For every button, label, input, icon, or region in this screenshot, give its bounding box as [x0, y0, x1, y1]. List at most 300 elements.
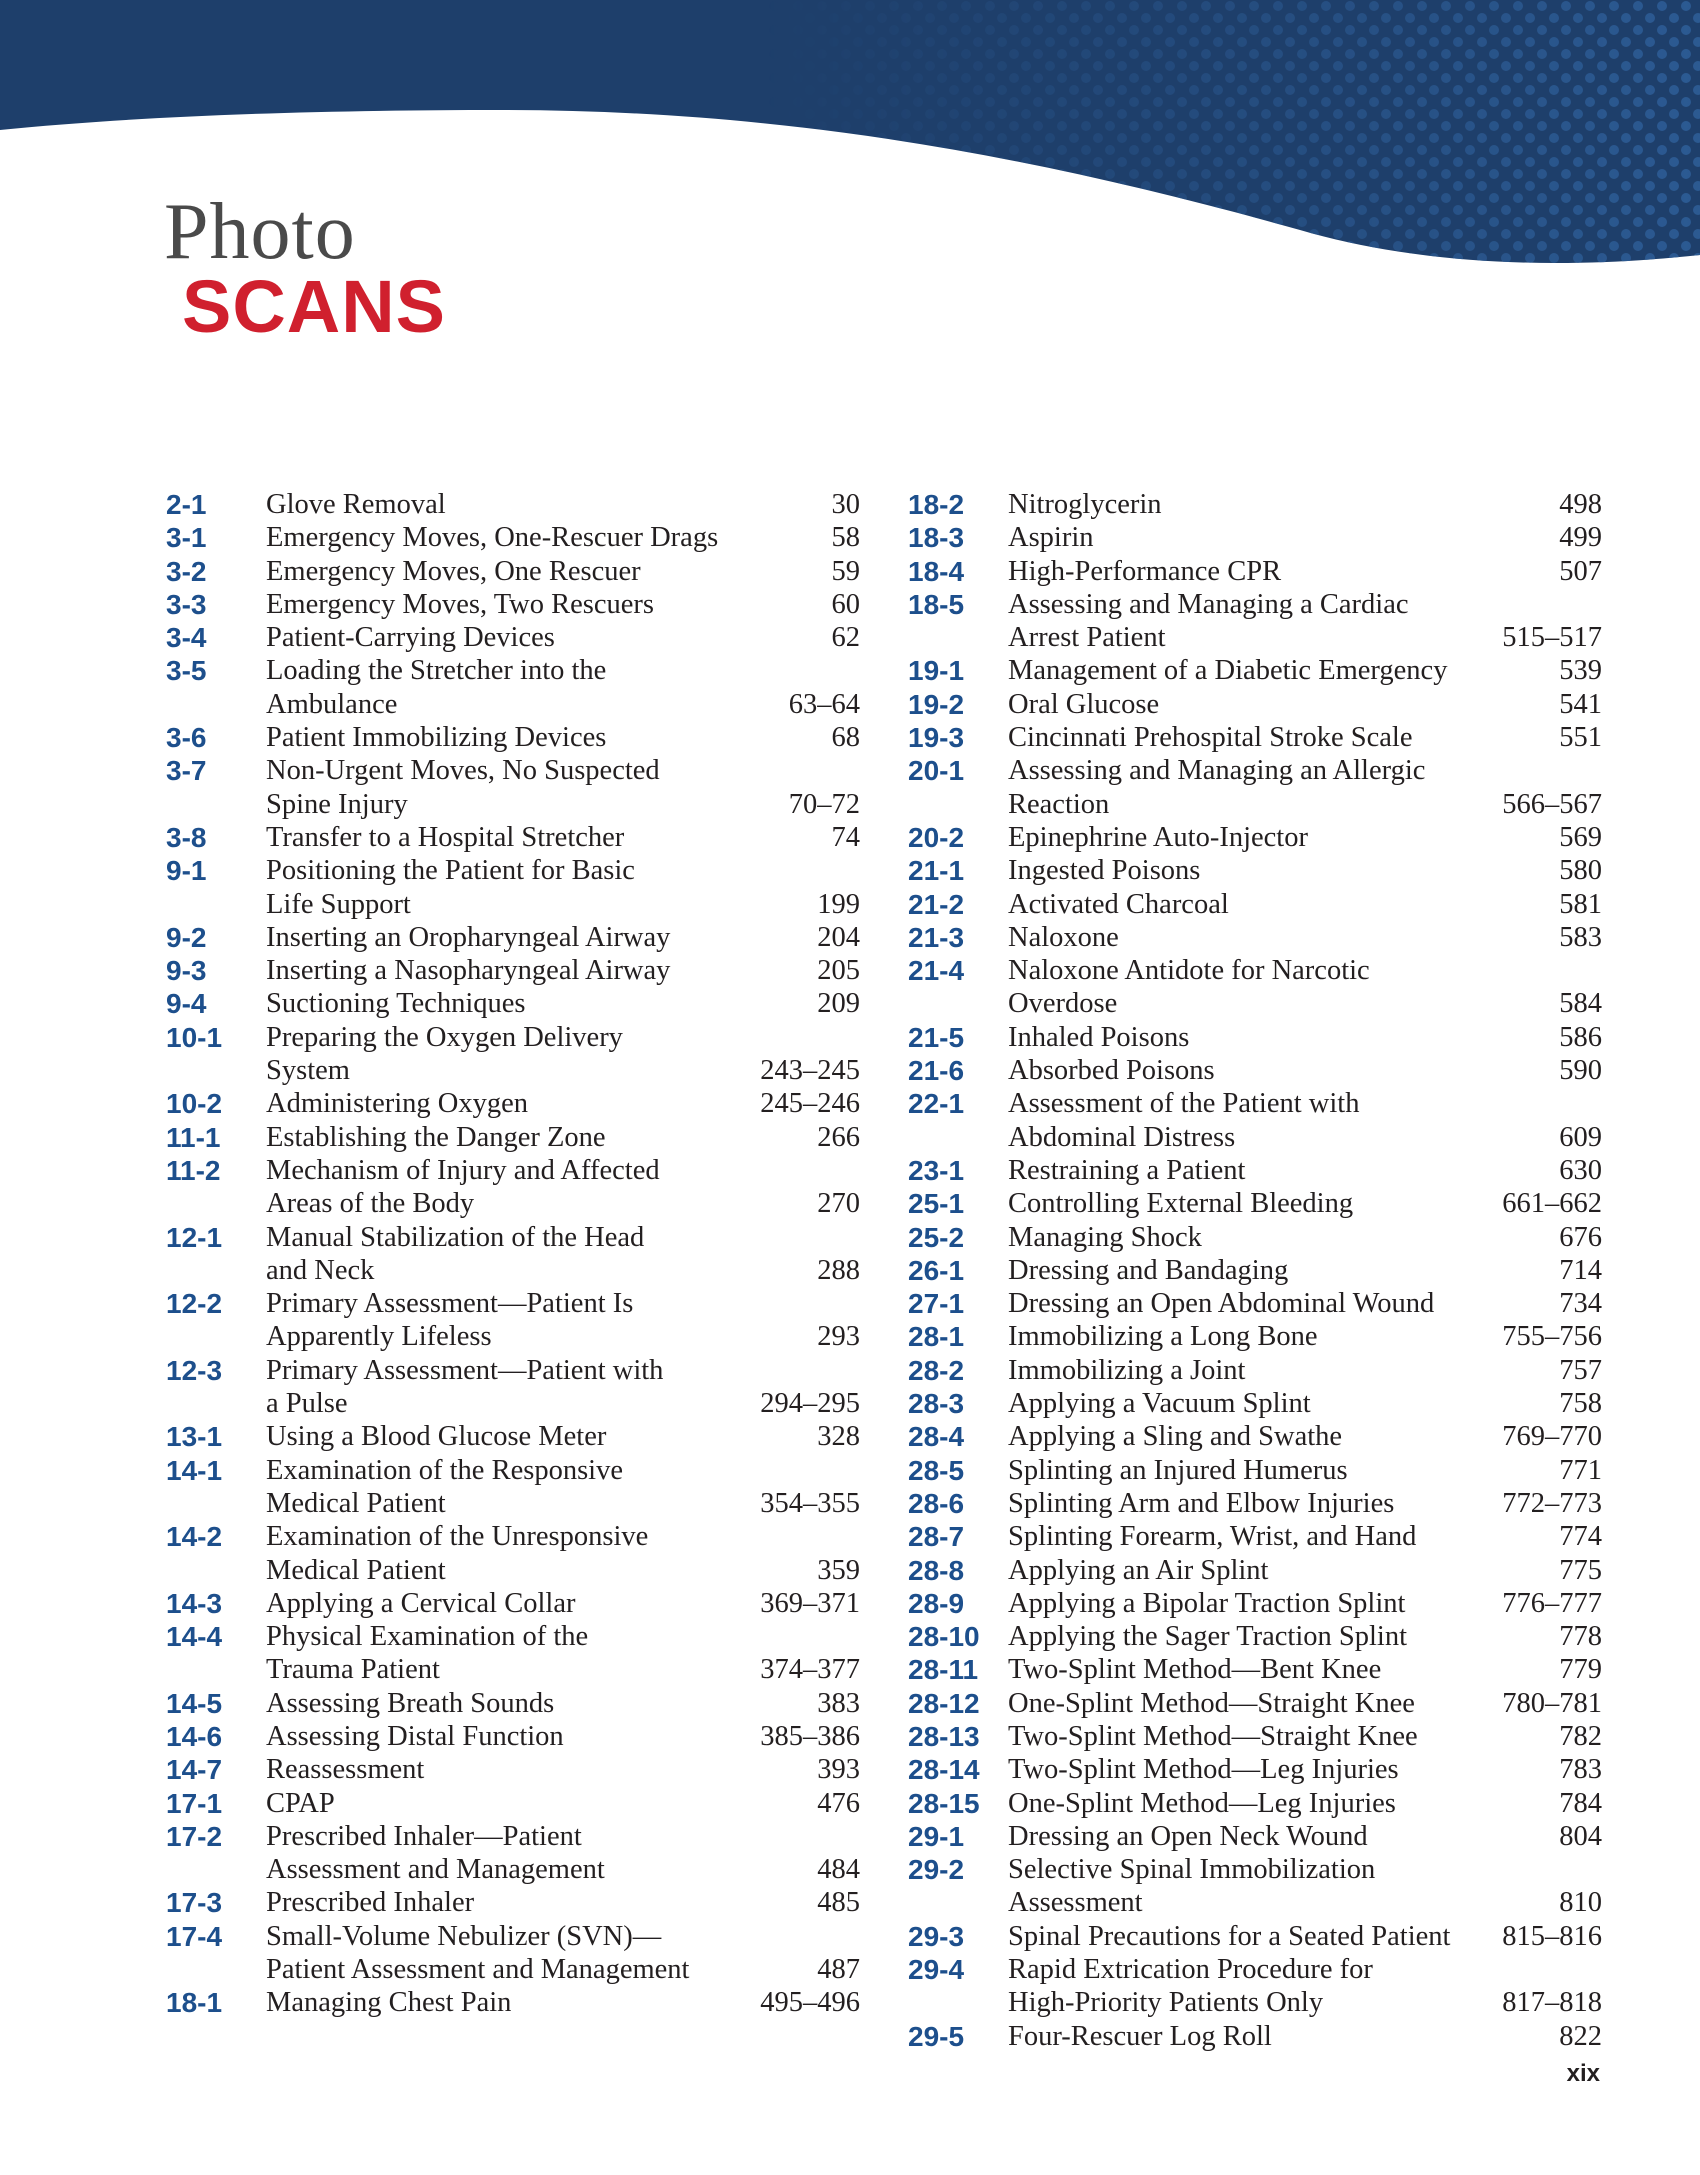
scan-pages: 369–371: [760, 1587, 860, 1619]
heading-scans: SCANS: [182, 265, 447, 348]
scan-number: 28-8: [908, 1554, 965, 1586]
scan-pages: 661–662: [1502, 1188, 1602, 1220]
scan-title: [266, 654, 730, 721]
scan-pages: 70–72: [788, 788, 860, 820]
scan-title: [1008, 1587, 1472, 1620]
scan-title-line: Two-Splint Method—Straight Knee: [1008, 1720, 1418, 1752]
scan-title-line: Patient Assessment and Management: [266, 1954, 690, 1986]
scan-number: 20-1: [908, 755, 965, 787]
scan-number: 21-6: [908, 1055, 965, 1087]
scan-number: 14-1: [166, 1454, 223, 1486]
scan-pages: 245–246: [760, 1088, 860, 1120]
scan-entry: [908, 2020, 1602, 2053]
scan-title-line: Splinting Forearm, Wrist, and Hand: [1008, 1521, 1417, 1553]
scan-title: [1008, 1454, 1472, 1487]
scan-title-line: Mechanism of Injury and Affected: [266, 1154, 660, 1186]
scan-title-line: Two-Splint Method—Leg Injuries: [1008, 1754, 1399, 1786]
scan-title-line: Inhaled Poisons: [1008, 1021, 1190, 1053]
scan-title-line: Patient-Carrying Devices: [266, 622, 555, 654]
scan-pages: 393: [817, 1754, 860, 1786]
scan-title-line: Controlling External Bleeding: [1008, 1188, 1354, 1220]
scan-title: [1008, 1354, 1472, 1387]
scan-pages: 476: [817, 1787, 860, 1819]
scan-title: [1008, 555, 1472, 588]
scan-title: [266, 1021, 730, 1088]
scan-entry: [908, 1387, 1602, 1420]
scan-title-line: Managing Chest Pain: [266, 1987, 512, 2019]
scan-title: [266, 721, 730, 754]
scan-title: [266, 821, 730, 854]
scan-entry: [908, 888, 1602, 921]
scan-number: 29-1: [908, 1820, 965, 1852]
scan-entry: [908, 1753, 1602, 1786]
scan-pages: 758: [1559, 1388, 1602, 1420]
scan-title-line: Establishing the Danger Zone: [266, 1121, 606, 1153]
scan-title: [266, 1687, 730, 1720]
scan-title-line: Arrest Patient: [1008, 622, 1166, 654]
scan-pages: 757: [1559, 1354, 1602, 1386]
scan-number: 28-14: [908, 1754, 980, 1786]
scan-pages: 551: [1559, 722, 1602, 754]
scan-pages: 359: [817, 1554, 860, 1586]
scan-pages: 270: [817, 1188, 860, 1220]
scan-pages: 499: [1559, 522, 1602, 554]
scan-title: [266, 1221, 730, 1288]
scan-entry: [908, 1953, 1602, 2020]
scan-number: 21-3: [908, 921, 965, 953]
scan-number: 18-2: [908, 489, 965, 520]
scan-title-line: Patient Immobilizing Devices: [266, 722, 607, 754]
scan-title: [266, 1820, 730, 1887]
scan-title: [1008, 1620, 1472, 1653]
scan-title-line: Areas of the Body: [266, 1188, 475, 1220]
scan-pages: 199: [817, 888, 860, 920]
page-heading: [164, 188, 447, 348]
scan-entry: [166, 654, 860, 721]
scan-pages: 804: [1559, 1820, 1602, 1852]
scan-number: 9-3: [166, 955, 207, 987]
scan-title-line: Ambulance: [266, 688, 398, 720]
scan-number: 3-8: [166, 821, 207, 853]
scan-title-line: Dressing and Bandaging: [1008, 1254, 1289, 1286]
scan-pages: 63–64: [788, 688, 860, 720]
scan-pages: 817–818: [1502, 1987, 1602, 2019]
scan-title: [1008, 488, 1472, 521]
scan-title: [1008, 688, 1472, 721]
scan-entry: [166, 1420, 860, 1453]
scan-title-line: High-Priority Patients Only: [1008, 1987, 1324, 2019]
scan-pages: 60: [831, 588, 860, 620]
scan-title-line: Assessing Distal Function: [266, 1720, 564, 1752]
scan-entry: [166, 1287, 860, 1354]
scan-number: 28-6: [908, 1487, 965, 1519]
scan-number: 9-4: [166, 988, 207, 1020]
scan-number: 18-5: [908, 588, 965, 620]
scan-pages: 288: [817, 1254, 860, 1286]
scan-title-line: One-Splint Method—Leg Injuries: [1008, 1787, 1396, 1819]
scan-number: 3-5: [166, 655, 207, 687]
scan-pages: 495–496: [760, 1987, 860, 2019]
scan-title-line: Dressing an Open Neck Wound: [1008, 1820, 1368, 1852]
scan-number: 13-1: [166, 1421, 223, 1453]
scan-title: [266, 1087, 730, 1120]
scan-entry: [908, 1787, 1602, 1820]
scan-entry: [166, 1620, 860, 1687]
scan-number: 18-4: [908, 555, 965, 587]
scan-title-line: Assessment of the Patient with: [1008, 1088, 1360, 1120]
scan-number: 17-1: [166, 1787, 223, 1819]
scan-number: 14-6: [166, 1720, 223, 1752]
scan-pages: 354–355: [760, 1487, 860, 1519]
scan-entry: [166, 1720, 860, 1753]
scan-entry: [908, 654, 1602, 687]
scan-number: 14-2: [166, 1521, 223, 1553]
scan-entry: [908, 1920, 1602, 1953]
scan-title-line: Rapid Extrication Procedure for: [1008, 1954, 1373, 1986]
scan-title: [266, 1354, 730, 1421]
scan-number: 14-3: [166, 1587, 223, 1619]
scan-title: [1008, 1021, 1472, 1054]
scan-title-line: Trauma Patient: [266, 1654, 440, 1686]
scan-pages: 515–517: [1502, 622, 1602, 654]
scan-entry: [166, 1154, 860, 1221]
scan-pages: 783: [1559, 1754, 1602, 1786]
scan-title: [1008, 1221, 1472, 1254]
scan-entry: [908, 1820, 1602, 1853]
scan-pages: 774: [1559, 1521, 1602, 1553]
scan-number: 2-1: [166, 489, 207, 520]
scan-pages: 676: [1559, 1221, 1602, 1253]
scan-entry: [908, 1653, 1602, 1686]
scan-title: [266, 521, 730, 554]
scan-entry: [908, 1087, 1602, 1154]
scan-title-line: Dressing an Open Abdominal Wound: [1008, 1288, 1435, 1320]
scan-title-line: Two-Splint Method—Bent Knee: [1008, 1654, 1382, 1686]
scan-number: 12-3: [166, 1354, 223, 1386]
scan-title-line: Glove Removal: [266, 489, 446, 520]
scan-number: 17-3: [166, 1887, 223, 1919]
scan-title-line: Assessing and Managing a Cardiac: [1008, 588, 1409, 620]
scan-title-line: Applying an Air Splint: [1008, 1554, 1269, 1586]
scan-title-line: Life Support: [266, 888, 411, 920]
scan-pages: 714: [1559, 1254, 1602, 1286]
scan-number: 20-2: [908, 821, 965, 853]
scan-title-line: Emergency Moves, Two Rescuers: [266, 588, 654, 620]
scan-entry: [908, 921, 1602, 954]
scan-title: [266, 1121, 730, 1154]
scan-title-line: Suctioning Techniques: [266, 988, 526, 1020]
scan-title: [1008, 1287, 1472, 1320]
scan-title: [1008, 2020, 1472, 2053]
scan-entry: [908, 854, 1602, 887]
scan-title: [1008, 1420, 1472, 1453]
scan-number: 9-2: [166, 921, 207, 953]
scan-number: 14-4: [166, 1621, 223, 1653]
scan-title-line: Management of a Diabetic Emergency: [1008, 655, 1448, 687]
scan-title-line: Inserting a Nasopharyngeal Airway: [266, 955, 671, 987]
scan-title: [1008, 1953, 1472, 2020]
scan-pages: 485: [817, 1887, 860, 1919]
scan-title: [1008, 921, 1472, 954]
scan-title: [1008, 588, 1472, 655]
scan-pages: 630: [1559, 1154, 1602, 1186]
scan-title-line: CPAP: [266, 1787, 335, 1819]
scan-entry: [166, 555, 860, 588]
scan-entry: [166, 854, 860, 921]
scan-pages: 822: [1559, 2020, 1602, 2052]
scan-title-line: High-Performance CPR: [1008, 555, 1282, 587]
scan-number: 28-9: [908, 1587, 965, 1619]
scan-pages: 209: [817, 988, 860, 1020]
scan-number: 21-5: [908, 1021, 965, 1053]
scan-entry: [166, 1087, 860, 1120]
scan-number: 25-2: [908, 1221, 965, 1253]
scan-number: 3-7: [166, 755, 207, 787]
scan-title-line: a Pulse: [266, 1388, 348, 1420]
scan-title: [1008, 1520, 1472, 1553]
scan-title-line: Medical Patient: [266, 1554, 446, 1586]
scan-number: 9-1: [166, 855, 207, 887]
scan-pages: 566–567: [1502, 788, 1602, 820]
scan-number: 12-2: [166, 1288, 223, 1320]
scan-title-line: Abdominal Distress: [1008, 1121, 1236, 1153]
scan-pages: 205: [817, 955, 860, 987]
scan-entry: [166, 821, 860, 854]
scan-title-line: Prescribed Inhaler: [266, 1887, 475, 1919]
scan-entry: [908, 1487, 1602, 1520]
scan-entry: [908, 688, 1602, 721]
scan-entry: [908, 555, 1602, 588]
scan-entry: [908, 1221, 1602, 1254]
scan-title-line: Inserting an Oropharyngeal Airway: [266, 921, 671, 953]
scan-pages: 775: [1559, 1554, 1602, 1586]
scan-number: 10-1: [166, 1021, 223, 1053]
scan-pages: 586: [1559, 1021, 1602, 1053]
scan-title: [266, 854, 730, 921]
scan-title: [266, 754, 730, 821]
scan-list-left: [166, 488, 860, 2020]
scan-title: [1008, 754, 1472, 821]
scan-title-line: Emergency Moves, One Rescuer: [266, 555, 641, 587]
scan-title-line: Primary Assessment—Patient Is: [266, 1288, 634, 1320]
scan-pages: 769–770: [1502, 1421, 1602, 1453]
scan-title-line: Nitroglycerin: [1008, 489, 1162, 520]
scan-pages: 734: [1559, 1288, 1602, 1320]
scan-entry: [166, 721, 860, 754]
page-number: xix: [1566, 2060, 1600, 2087]
scan-number: 21-1: [908, 855, 965, 887]
scan-title-line: Apparently Lifeless: [266, 1321, 492, 1353]
scan-entry: [166, 1520, 860, 1587]
scan-title: [1008, 1653, 1472, 1686]
scan-title-line: Immobilizing a Long Bone: [1008, 1321, 1318, 1353]
scan-number: 11-1: [166, 1121, 221, 1153]
scan-number: 28-11: [908, 1654, 979, 1686]
scan-title-line: Selective Spinal Immobilization: [1008, 1854, 1376, 1886]
scan-title-line: Reassessment: [266, 1754, 425, 1786]
scan-entry: [908, 1320, 1602, 1353]
scan-entry: [908, 1720, 1602, 1753]
scan-entry: [908, 1187, 1602, 1220]
scan-number: 28-7: [908, 1521, 965, 1553]
scan-entry: [166, 1920, 860, 1987]
scan-pages: 243–245: [760, 1055, 860, 1087]
scan-number: 18-3: [908, 522, 965, 554]
scan-entry: [908, 1154, 1602, 1187]
scan-title-line: Assessing Breath Sounds: [266, 1687, 555, 1719]
scan-pages: 293: [817, 1321, 860, 1353]
scan-title: [1008, 854, 1472, 887]
scan-title-line: Assessing and Managing an Allergic: [1008, 755, 1426, 787]
scan-pages: 498: [1559, 489, 1602, 520]
scan-title-line: Emergency Moves, One-Rescuer Drags: [266, 522, 719, 554]
scan-pages: 609: [1559, 1121, 1602, 1153]
scan-pages: 266: [817, 1121, 860, 1153]
scan-title-line: Applying a Cervical Collar: [266, 1587, 576, 1619]
scan-title-line: Applying a Bipolar Traction Splint: [1008, 1587, 1406, 1619]
scan-number: 21-2: [908, 888, 965, 920]
scan-entry: [166, 987, 860, 1020]
scan-pages: 569: [1559, 821, 1602, 853]
scan-title-line: Non-Urgent Moves, No Suspected: [266, 755, 660, 787]
scan-title: [1008, 1554, 1472, 1587]
scan-pages: 778: [1559, 1621, 1602, 1653]
scan-title: [266, 1420, 730, 1453]
scan-number: 14-5: [166, 1687, 223, 1719]
scan-title-line: Restraining a Patient: [1008, 1154, 1246, 1186]
scan-title: [1008, 1753, 1472, 1786]
scan-title-line: Examination of the Unresponsive: [266, 1521, 649, 1553]
scan-pages: 815–816: [1502, 1920, 1602, 1952]
scan-title-line: Examination of the Responsive: [266, 1454, 623, 1486]
scan-title-line: Splinting an Injured Humerus: [1008, 1454, 1348, 1486]
scan-pages: 484: [817, 1854, 860, 1886]
scan-entry: [908, 754, 1602, 821]
scan-title: [1008, 721, 1472, 754]
scan-title-line: Assessment: [1008, 1887, 1143, 1919]
scan-title-line: Transfer to a Hospital Stretcher: [266, 821, 625, 853]
scan-pages: 772–773: [1502, 1487, 1602, 1519]
scan-title: [266, 621, 730, 654]
scan-number: 19-1: [908, 655, 965, 687]
scan-title-line: Aspirin: [1008, 522, 1094, 554]
scan-number: 12-1: [166, 1221, 223, 1253]
scan-title-line: Naloxone Antidote for Narcotic Overdose: [1008, 955, 1370, 1020]
scan-pages: 507: [1559, 555, 1602, 587]
scan-number: 17-2: [166, 1820, 223, 1852]
scan-number: 29-3: [908, 1920, 965, 1952]
scan-title-line: Reaction: [1008, 788, 1110, 820]
scan-title: [266, 1787, 730, 1820]
scan-title-line: Administering Oxygen: [266, 1088, 529, 1120]
scan-entry: [908, 1254, 1602, 1287]
scan-entry: [166, 1021, 860, 1088]
scan-number: 25-1: [908, 1188, 965, 1220]
scan-list-right: [908, 488, 1602, 2053]
scan-entry: [908, 1354, 1602, 1387]
scan-number: 28-10: [908, 1621, 980, 1653]
scan-entry: [908, 821, 1602, 854]
scan-title-line: Immobilizing a Joint: [1008, 1354, 1246, 1386]
scan-title-line: Absorbed Poisons: [1008, 1055, 1215, 1087]
scan-title: [266, 954, 730, 987]
scan-title: [266, 588, 730, 621]
scan-pages: 810: [1559, 1887, 1602, 1919]
scan-title: [1008, 1320, 1472, 1353]
scan-number: 21-4: [908, 955, 965, 987]
scan-title: [266, 1454, 730, 1521]
scan-entry: [908, 1021, 1602, 1054]
scan-title-line: Applying a Sling and Swathe: [1008, 1421, 1343, 1453]
scan-title-line: Spine Injury: [266, 788, 408, 820]
scan-number: 28-1: [908, 1321, 965, 1353]
scan-title-line: Primary Assessment—Patient with: [266, 1354, 664, 1386]
scan-title-line: and Neck: [266, 1254, 375, 1286]
scan-pages: 581: [1559, 888, 1602, 920]
scan-pages: 590: [1559, 1055, 1602, 1087]
scan-title-line: Small-Volume Nebulizer (SVN)—: [266, 1920, 662, 1952]
scan-pages: 487: [817, 1954, 860, 1986]
scan-pages: 374–377: [760, 1654, 860, 1686]
scan-title: [1008, 1254, 1472, 1287]
scan-pages: 59: [831, 555, 860, 587]
scan-number: 27-1: [908, 1288, 965, 1320]
scan-entry: [166, 1820, 860, 1887]
scan-entry: [166, 754, 860, 821]
scan-entry: [908, 1420, 1602, 1453]
scan-title-line: Ingested Poisons: [1008, 855, 1201, 887]
scan-title: [1008, 1720, 1472, 1753]
scan-entry: [908, 1587, 1602, 1620]
scan-title: [1008, 888, 1472, 921]
scan-entry: [166, 1787, 860, 1820]
scan-title: [266, 921, 730, 954]
scan-entry: [166, 954, 860, 987]
scan-number: 11-2: [166, 1154, 221, 1186]
scan-title-line: Activated Charcoal: [1008, 888, 1229, 920]
scan-pages: 328: [817, 1421, 860, 1453]
scan-number: 19-3: [908, 722, 965, 754]
scan-number: 29-5: [908, 2020, 965, 2052]
scan-number: 26-1: [908, 1254, 965, 1286]
scan-pages: 541: [1559, 688, 1602, 720]
scan-entry: [908, 1554, 1602, 1587]
scan-title: [266, 488, 730, 521]
scan-title: [1008, 521, 1472, 554]
scan-title: [1008, 1920, 1472, 1953]
scan-pages: 204: [817, 921, 860, 953]
scan-pages: 771: [1559, 1454, 1602, 1486]
scan-title-line: Applying the Sager Traction Splint: [1008, 1621, 1407, 1653]
scan-title: [266, 555, 730, 588]
scan-number: 28-2: [908, 1354, 965, 1386]
scan-title: [1008, 1087, 1472, 1154]
scan-number: 29-4: [908, 1954, 965, 1986]
scan-number: 28-15: [908, 1787, 980, 1819]
scan-pages: 779: [1559, 1654, 1602, 1686]
scan-title-line: Preparing the Oxygen Delivery: [266, 1021, 623, 1053]
scan-title-line: Medical Patient: [266, 1487, 446, 1519]
scan-title-line: Oral Glucose: [1008, 688, 1160, 720]
scan-number: 28-12: [908, 1687, 980, 1719]
scan-entry: [908, 1454, 1602, 1487]
scan-number: 23-1: [908, 1154, 965, 1186]
scan-entry: [166, 1986, 860, 2019]
scan-pages: 294–295: [760, 1388, 860, 1420]
scan-title-line: One-Splint Method—Straight Knee: [1008, 1687, 1415, 1719]
scan-entry: [166, 1753, 860, 1786]
scan-title: [1008, 821, 1472, 854]
